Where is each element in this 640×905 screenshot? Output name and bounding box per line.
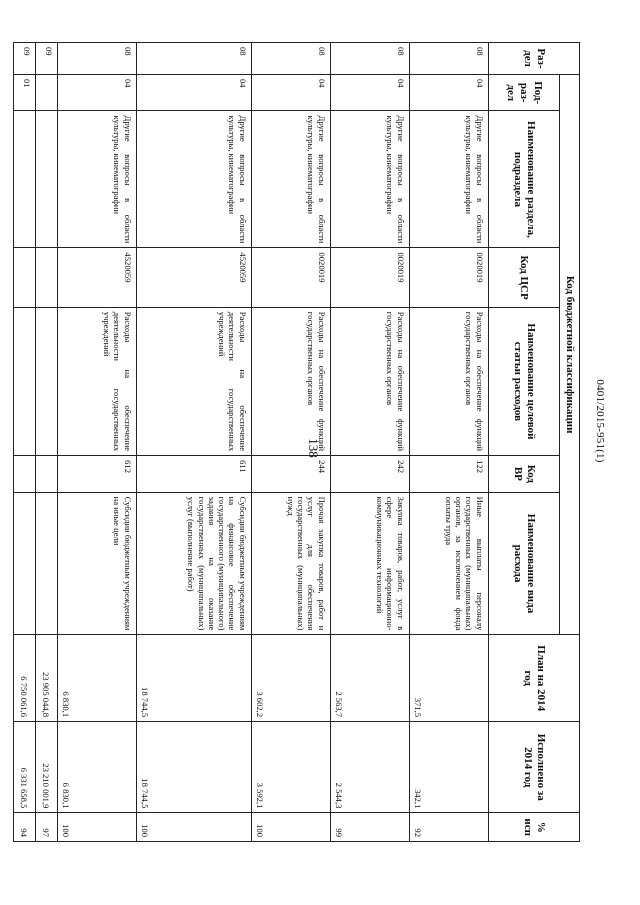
cell-target-name: Расходы на обеспечение функций государственных органов (409, 307, 488, 455)
cell-empty (13, 492, 35, 635)
header-budget-classification: Код бюджетной классификации (559, 74, 579, 634)
cell-pct: 99 (330, 813, 409, 842)
cell-empty (13, 248, 35, 307)
cell-razdel: 09 (13, 43, 35, 75)
cell-vr-name: Прочая закупка товаров, работ и услуг для обеспечения государственных (муниципальных) нужд (251, 492, 330, 635)
cell-razdel-name: Другие вопросы в области культуры, кинематографии (330, 111, 409, 248)
cell-vr-name: Субсидии бюджетным учреждениям на иные цели (57, 492, 136, 635)
cell-target-name: Расходы на обеспечение деятельности государственных учреждений (136, 307, 251, 455)
cell-kcsr: 0020019 (251, 248, 330, 307)
cell-plan: 6 830,1 (57, 635, 136, 722)
cell-done: 2 544,3 (330, 722, 409, 813)
cell-plan: 18 744,5 (136, 635, 251, 722)
cell-done: 18 744,5 (136, 722, 251, 813)
cell-pct: 100 (136, 813, 251, 842)
total-row-section (35, 43, 57, 842)
cell-kcsr: 0020019 (409, 248, 488, 307)
header-kvr: Код ВР (488, 456, 559, 493)
cell-podrazdel: 04 (409, 74, 488, 111)
document-code: 0401/2015-951(1) (594, 379, 606, 463)
cell-target-name: Расходы на обеспечение функций государственных органов (251, 307, 330, 455)
cell-vr-name: Иные выплаты персоналу государственных (муниципальных) органов, за исключением фонда оплаты труда (409, 492, 488, 635)
cell-kvr: 242 (330, 456, 409, 493)
cell-podrazdel: 01 (13, 74, 35, 111)
cell-podrazdel: 04 (330, 74, 409, 111)
table-row (251, 43, 330, 842)
cell-razdel: 08 (136, 43, 251, 75)
cell-plan: 2 563,7 (330, 635, 409, 722)
cell-razdel: 09 (35, 43, 57, 75)
cell-pct: 100 (251, 813, 330, 842)
cell-done: 23 210 001,9 (35, 722, 57, 813)
cell-kvr: 611 (136, 456, 251, 493)
header-pct: % исп (488, 813, 579, 842)
cell-target-name: Расходы на обеспечение функций государственных органов (330, 307, 409, 455)
cell-podrazdel: 04 (136, 74, 251, 111)
table-row (330, 43, 409, 842)
cell-done: 6 331 658,5 (13, 722, 35, 813)
cell-empty (35, 111, 57, 248)
cell-done: 342,1 (409, 722, 488, 813)
header-podrazdel: Под-раз-дел (488, 74, 559, 111)
cell-vr-name: Закупка товаров, работ, услуг в сфере информационно-коммуникационных технологий (330, 492, 409, 635)
cell-pct: 92 (409, 813, 488, 842)
cell-podrazdel: 04 (251, 74, 330, 111)
cell-done: 6 830,1 (57, 722, 136, 813)
cell-empty (13, 111, 35, 248)
cell-plan: 6 750 061,6 (13, 635, 35, 722)
cell-empty (35, 307, 57, 455)
cell-done: 3 592,1 (251, 722, 330, 813)
table-row (57, 43, 136, 842)
cell-razdel: 08 (330, 43, 409, 75)
cell-empty (13, 456, 35, 493)
header-done: Исполнено за 2014 год (488, 722, 579, 813)
cell-target-name: Расходы на обеспечение деятельности государственных учреждений (57, 307, 136, 455)
header-razdel: Раз-дел (488, 43, 579, 75)
cell-kcsr: 4520059 (136, 248, 251, 307)
cell-plan: 3 602,2 (251, 635, 330, 722)
table-row (409, 43, 488, 842)
cell-razdel-name: Другие вопросы в области культуры, кинематографии (136, 111, 251, 248)
cell-pct: 97 (35, 813, 57, 842)
cell-razdel: 08 (409, 43, 488, 75)
cell-razdel-name: Другие вопросы в области культуры, кинематографии (409, 111, 488, 248)
cell-podrazdel (35, 74, 57, 111)
cell-kcsr: 4520059 (57, 248, 136, 307)
cell-kvr: 244 (251, 456, 330, 493)
header-plan: План на 2014 год (488, 635, 579, 722)
cell-razdel-name: Другие вопросы в области культуры, кинематографии (57, 111, 136, 248)
cell-empty (35, 456, 57, 493)
cell-kvr: 612 (57, 456, 136, 493)
table-row (136, 43, 251, 842)
header-razdel-name: Наименование раздела, подраздела (488, 111, 559, 248)
cell-pct: 100 (57, 813, 136, 842)
page-number: 138 (306, 438, 321, 458)
cell-podrazdel: 04 (57, 74, 136, 111)
cell-razdel: 08 (57, 43, 136, 75)
cell-empty (35, 248, 57, 307)
cell-plan: 371,5 (409, 635, 488, 722)
cell-pct: 94 (13, 813, 35, 842)
header-target-name: Наименование целевой статьи расходов (488, 307, 559, 455)
cell-empty (13, 307, 35, 455)
header-kcsr: Код ЦСР (488, 248, 559, 307)
cell-razdel: 08 (251, 43, 330, 75)
cell-razdel-name: Другие вопросы в области культуры, кинематографии (251, 111, 330, 248)
total-row-subsection (13, 43, 35, 842)
rotated-table-container (19, 42, 580, 842)
cell-plan: 23 905 044,8 (35, 635, 57, 722)
cell-kvr: 122 (409, 456, 488, 493)
cell-vr-name: Субсидии бюджетным учреждениям на финансовое обеспечение государственного (муниципального) задания на оказание государственных (муниципальных) услуг (выполнение работ) (136, 492, 251, 635)
cell-kcsr: 0020019 (330, 248, 409, 307)
budget-classification-table (13, 42, 580, 842)
header-vr-name: Наименование вида расхода (488, 492, 559, 635)
cell-empty (35, 492, 57, 635)
